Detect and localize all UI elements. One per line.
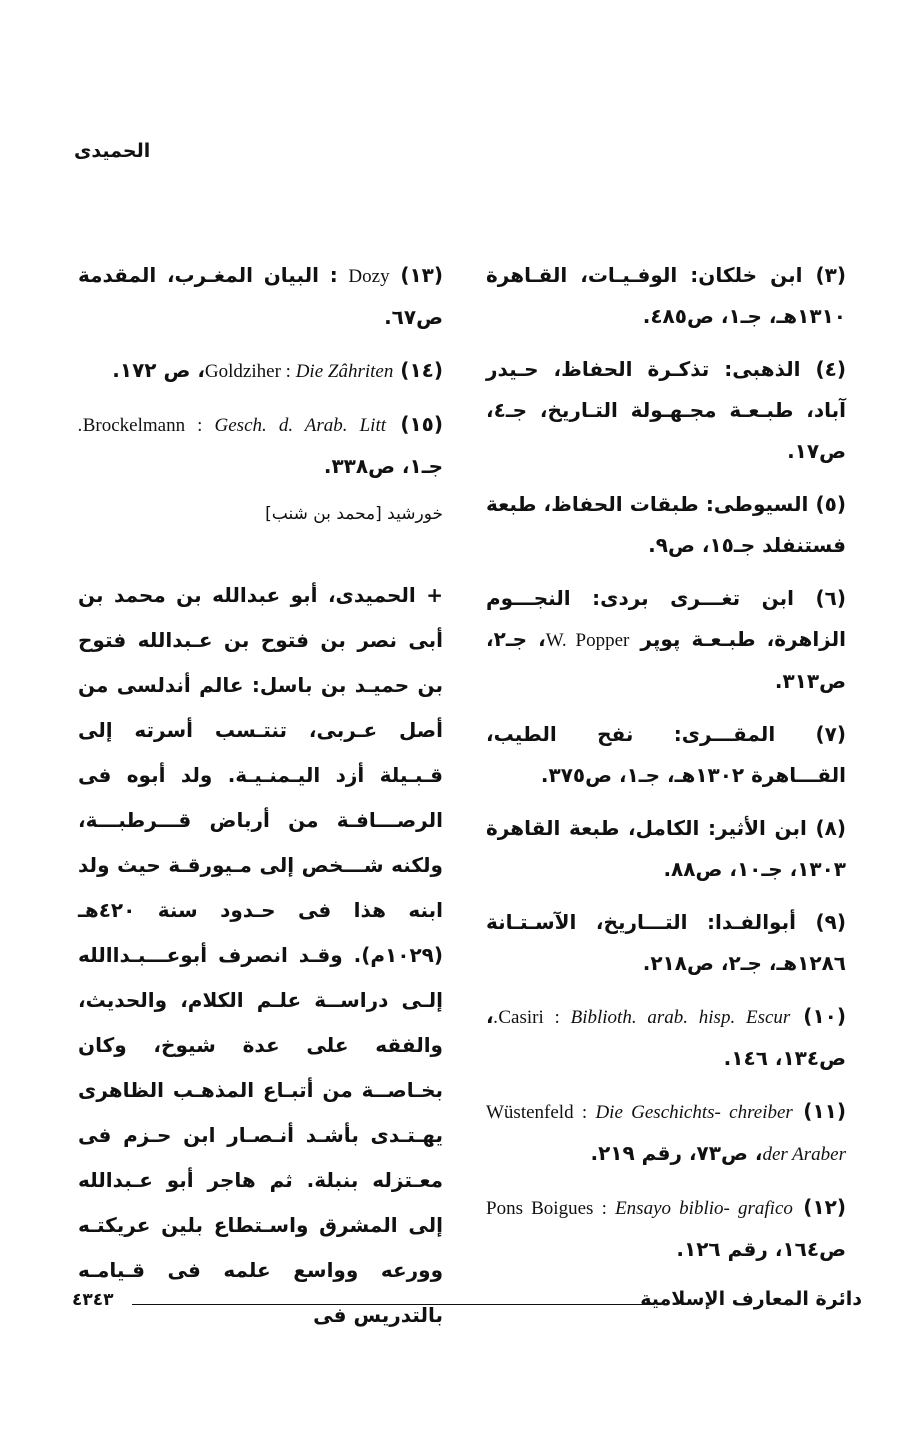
footnote-text: ص١٦٤، رقم ١٢٦. xyxy=(676,1237,846,1261)
running-header: الحميدى xyxy=(74,140,151,162)
entry-marker: + xyxy=(415,583,443,607)
page-footer xyxy=(72,1290,862,1320)
footnote-number: (١٥) xyxy=(400,412,444,436)
footnote-text: ، ص١٣٤، ١٤٦. xyxy=(486,1004,846,1070)
footnote-latin: Goldziher : xyxy=(204,361,296,382)
footnote-number: (١٠) xyxy=(803,1004,846,1028)
publication-title: دائرة المعارف الإسلامية xyxy=(640,1288,862,1310)
footnote-text: : البيان المغـرب، المقدمة ص٦٧. xyxy=(78,263,443,329)
footnote-text: ابن الأثير: الكامل، طبعة القاهرة ١٣٠٣، جـ١٠، ص٨٨. xyxy=(486,816,846,881)
footnote-latin-title: Ensayo biblio- grafico xyxy=(615,1198,793,1219)
footnote-number: (٥) xyxy=(815,492,846,516)
footnote xyxy=(78,255,443,338)
footnote-text: ، ص٧٣، رقم ٢١٩. xyxy=(590,1141,763,1165)
footnote-number: (١٣) xyxy=(400,263,444,287)
footnote-latin: W. Popper xyxy=(545,630,630,651)
footnote xyxy=(486,996,846,1079)
footnote-text: جـ١، ص٣٣٨. xyxy=(323,454,443,478)
footnote xyxy=(486,1187,846,1270)
footnote-latin: Pons Boigues : xyxy=(486,1198,616,1219)
footnote-latin: Casiri : xyxy=(498,1007,571,1028)
footnote-number: (٣) xyxy=(815,263,846,287)
footnote xyxy=(486,714,846,796)
footnote-latin-title: Die Zâhriten xyxy=(295,361,394,382)
notes-column-right xyxy=(486,255,846,1282)
footnote-text: السيوطى: طبقات الحفاظ، طبعة فستنفلد جـ١٥، ص٩. xyxy=(486,492,846,557)
footnote xyxy=(486,484,846,566)
footnote xyxy=(486,808,846,890)
encyclopedia-entry xyxy=(78,573,443,1338)
footnote xyxy=(486,1091,846,1175)
footnote-latin-title: Biblioth. arab. hisp. Escur. xyxy=(493,1007,791,1028)
footnote-text: ، جـ٢، ص٣١٣. xyxy=(486,627,846,693)
footnote-text: ابن خلكان: الوفـيـات، القـاهرة ١٣١٠هـ، جـ١، ص٤٨٥. xyxy=(486,263,846,328)
footer-rule xyxy=(132,1304,652,1305)
footnote xyxy=(78,350,443,392)
footnote-latin: Brockelmann : xyxy=(82,415,215,436)
footnote-number: (٦) xyxy=(815,586,846,610)
page-number: ٤٣٤٣ xyxy=(72,1290,114,1310)
footnote-number: (٤) xyxy=(815,357,846,381)
footnote xyxy=(486,349,846,472)
entry-body: أبو عبدالله بن محمد بن أبى نصر بن فتوح بن عـبدالله فتوح بن حميـد بن باسل: عالم أندلسى من أصل عـربى، تنتـسب أسرته إلى قـبـيلة أزد اليـمنـيـة. ولد أبوه فى الرصـــافـة من أرباض قـــرطبـــة، ولكنه شـــخص إلى مـيورقـة حيث ولد ابنه هذا فى حـدود سنة ٤٢٠هـ (١٠٢٩م). وقـد انصرف أبوعـــبـداالله إلـى دراســة علـم الكلام، والحديث، والفقه على عدة شيوخ، وكان بخـاصــة من أتبـاع المذهـب الظاهرى يهـتـدى بأشـد أنـصـار ابن حـزم فى معـتزله بنبلة. ثم هاجر أبو عـبدالله إلى المشرق واسـتطاع بلين عريكتـه وورعه وواسع علمه فى قـيامـه بالتدريس فى xyxy=(78,583,443,1327)
footnote-number: (٨) xyxy=(815,816,847,840)
footnote-text: ابن تغـــرى بردى: النجـــوم الزاهرة، طبـعـة پوپر xyxy=(486,586,846,651)
footnote-number: (٩) xyxy=(815,910,846,934)
footnote-text: أبوالفـدا: التـــاريخ، الآسـتـانة ١٢٨٦هـ، جـ٢، ص٢١٨. xyxy=(486,910,846,975)
footnote xyxy=(486,578,846,702)
footnote-number: (٧) xyxy=(815,722,846,746)
footnote-number: (١١) xyxy=(803,1099,846,1123)
footnote-latin: Wüstenfeld : xyxy=(486,1102,596,1123)
footnote-text: ، ص ١٧٢. xyxy=(112,358,205,382)
notes-column-left xyxy=(78,255,443,1338)
entry-headword: الحميدى، xyxy=(327,583,416,607)
footnote-latin-title: Gesch. d. Arab. Litt. xyxy=(78,415,387,436)
footnote-number: (١٢) xyxy=(803,1195,846,1219)
footnote-text: المقـــرى: نفح الطيب، القـــاهرة ١٣٠٢هـ، جـ١، ص٣٧٥. xyxy=(486,722,846,787)
author-signature: خورشيد [محمد بن شنب] xyxy=(265,504,443,524)
footnote xyxy=(486,255,846,337)
footnote-latin-title: Die Geschichts- chreiber der Araber xyxy=(595,1102,846,1165)
footnote xyxy=(78,404,443,487)
footnote-text: الذهبى: تذكـرة الحفاظ، حـيدر آباد، طبـعـة مجـهـولة التـاريخ، جـ٤، ص١٧. xyxy=(486,357,846,463)
footnote-latin: Dozy xyxy=(348,266,390,287)
footnote xyxy=(486,902,846,984)
footnote-number: (١٤) xyxy=(400,358,443,382)
